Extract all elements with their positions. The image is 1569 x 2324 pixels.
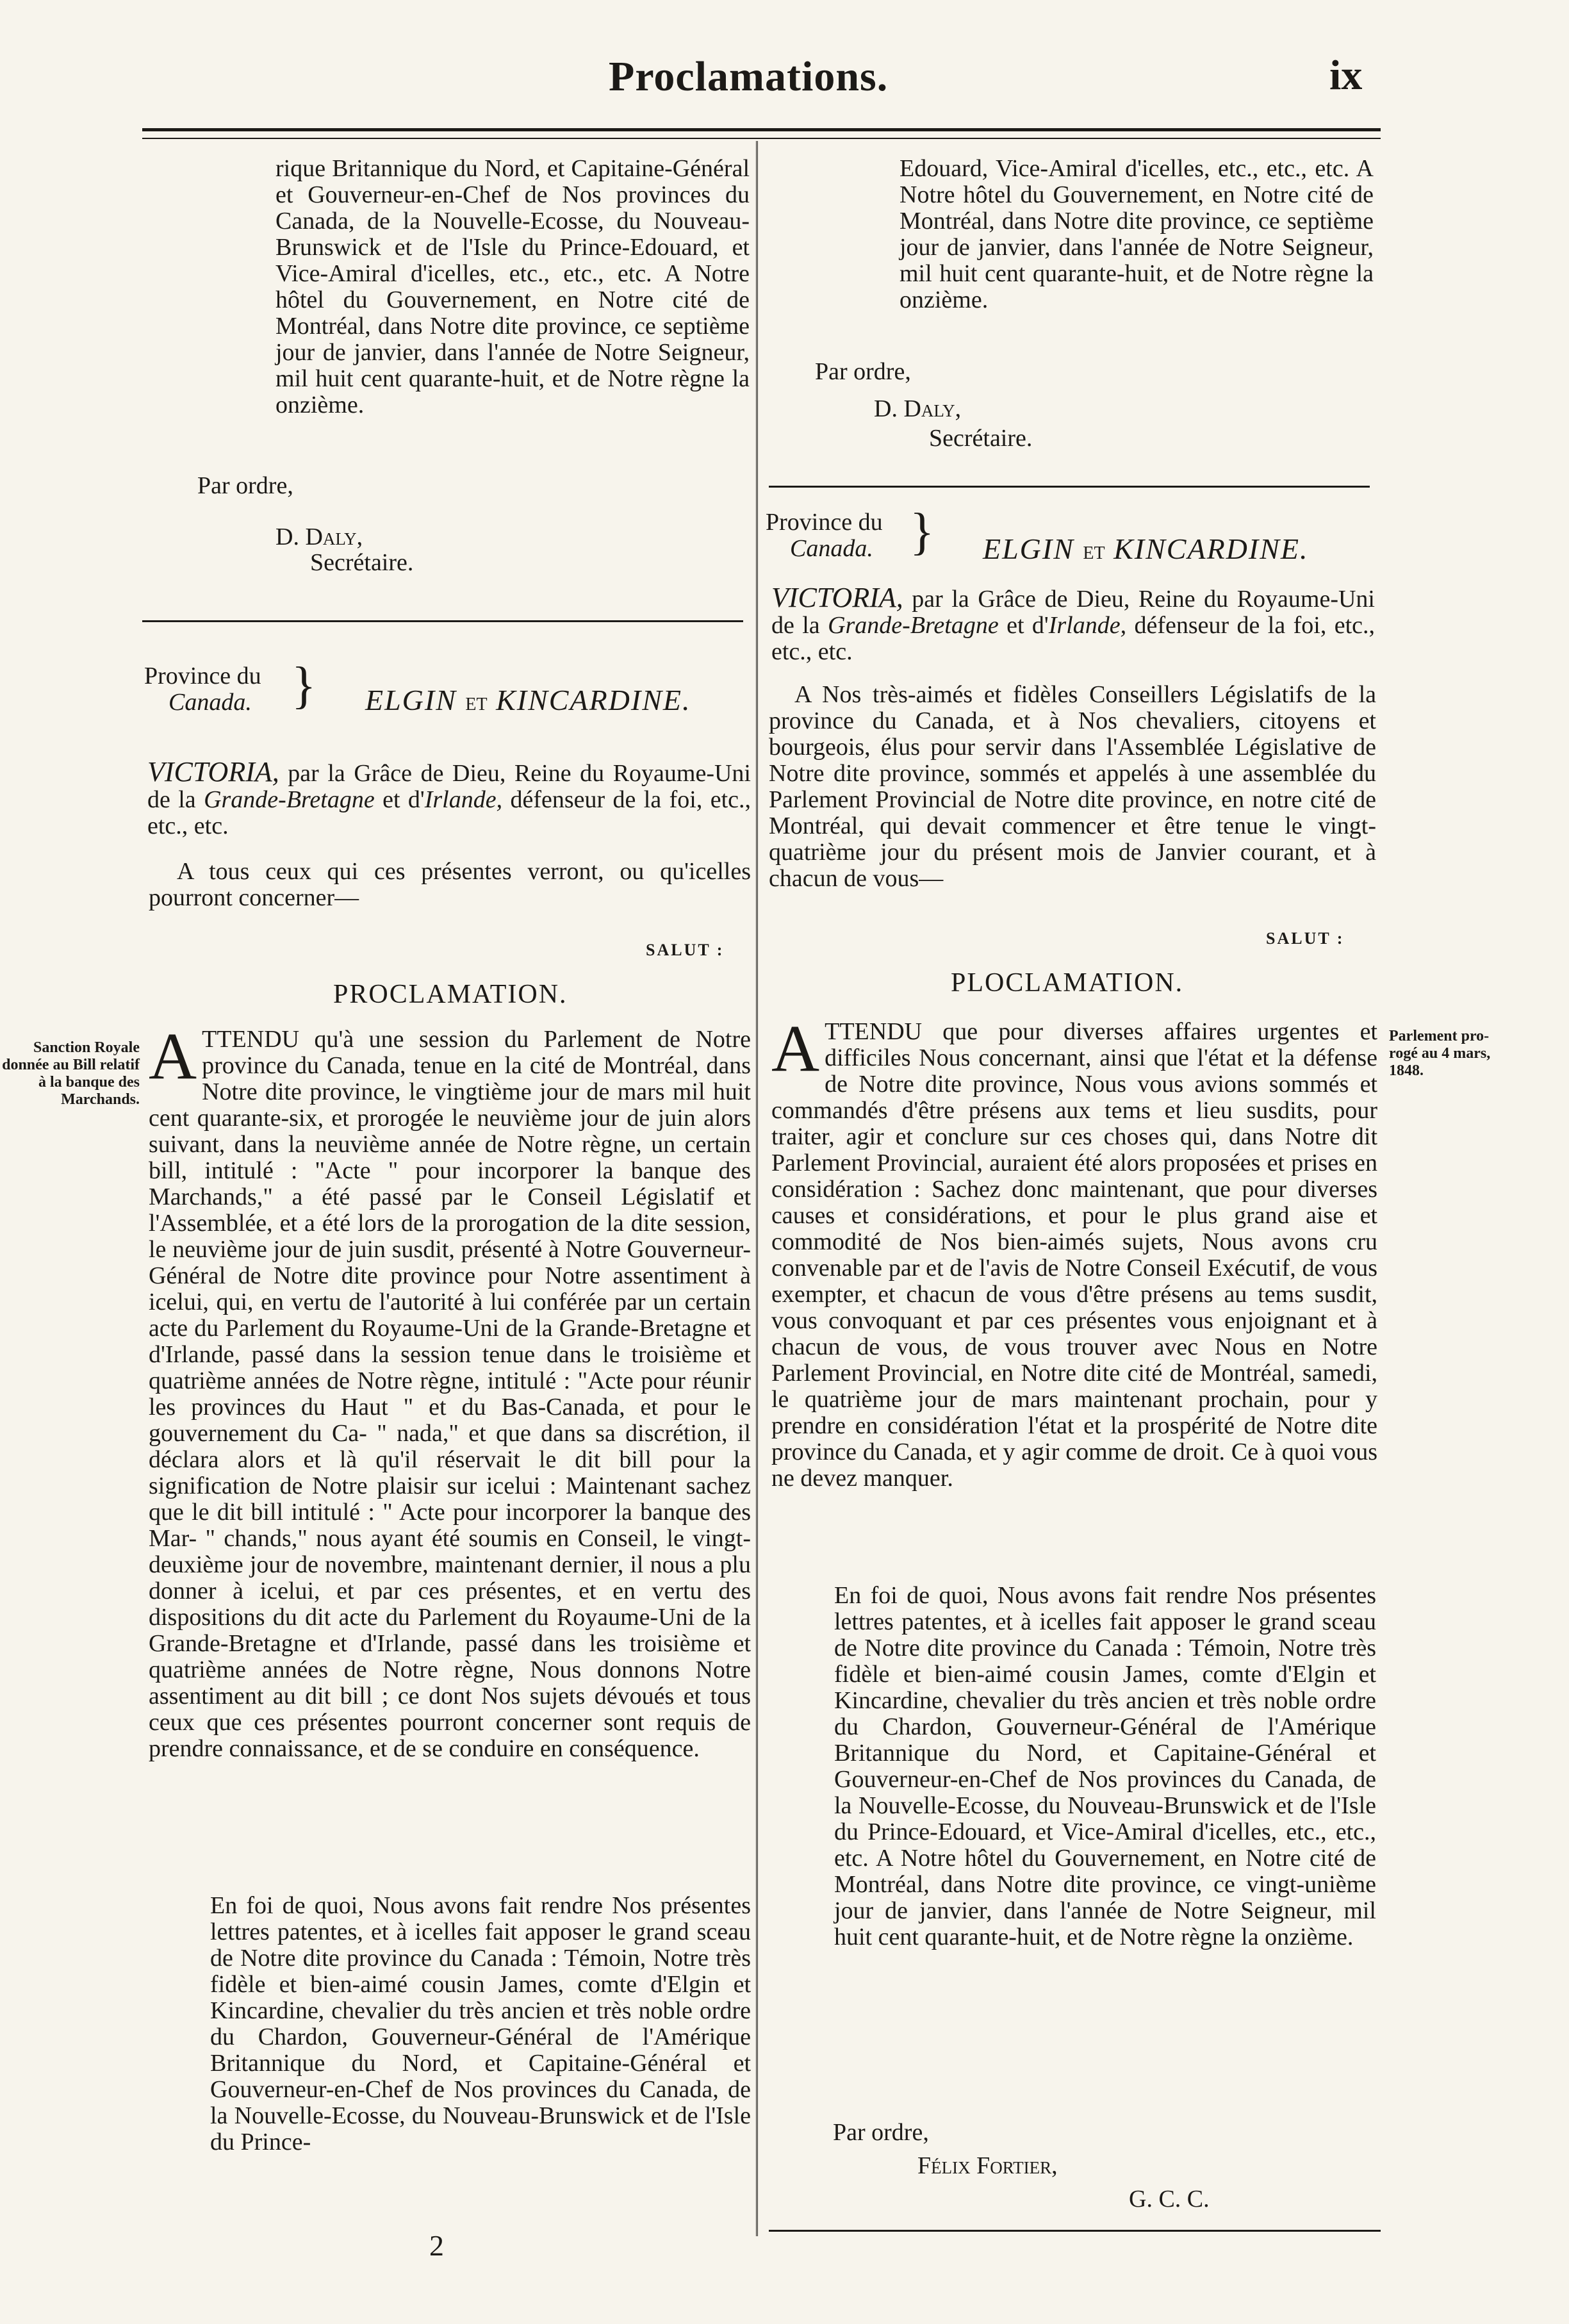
- right-sovereign-2: KINCARDINE.: [1113, 532, 1309, 565]
- left-province-label: [144, 663, 311, 716]
- left-victoria-name: VICTORIA,: [147, 756, 279, 787]
- right-drop-cap: A: [771, 1012, 820, 1085]
- right-margin-note: [1389, 1028, 1569, 1080]
- left-drop-cap: A: [149, 1019, 197, 1093]
- left-brace: }: [292, 657, 316, 714]
- right-par-ordre: Par ordre,: [815, 358, 911, 385]
- left-province-line1: Province du: [144, 663, 261, 689]
- right-proclamation-heading: PLOCLAMATION.: [951, 968, 1184, 998]
- left-salut: SALUT :: [646, 941, 725, 959]
- right-par-ordre-2: Par ordre,: [833, 2119, 929, 2146]
- column-divider: [756, 141, 758, 2236]
- right-attendu-body: TTENDU que pour diverses affaires urgentes et difficiles Nous concernant, ainsi que l'état et la défense de Notre dite province, Nous vous avions sommés et commandés d'être présens aux tems et lieu susdits, pour traiter, agir et conclure sur ces choses qui, dans Notre dit Parlement Provincial, auraient été alors proposées et prises en considération : Sachez donc maintenant, que pour diverses causes et considérations, et pour le plus grand aise et commodité de Nos bien-aimés sujets, Nous avons cru convenable par et de l'avis de Notre Conseil Exécutif, de vous exempter, et chacun de vous d'être présens au tems susdit, vous convoquant et par ces présentes vous enjoignant et à chacun de vous, de vous trouver avec Nous en Notre Parlement Provincial, en Notre dite cité de Montréal, samedi, le quatrième jour de mars maintenant prochain, pour y prendre en considération l'état et la prospérité de Notre dite province du Canada, et y agir comme de droit. Ce à quoi vous ne devez manquer.: [771, 1018, 1377, 1492]
- right-province-label: [766, 509, 932, 562]
- left-province-line2: Canada.: [168, 689, 252, 716]
- right-bottom-rule: [769, 2230, 1381, 2232]
- header-rule: [142, 128, 1381, 139]
- right-continuation-text: Edouard, Vice-Amiral d'icelles, etc., etc., etc. A Notre hôtel du Gouvernement, en Notre cité de Montréal, dans Notre dite province, ce septième jour de janvier, dans l'année de Notre Seigneur, mil huit cent quarante-huit, et de Notre règne la onzième.: [900, 155, 1374, 313]
- running-title: Proclamations.: [609, 53, 889, 100]
- left-section-rule: [142, 620, 743, 622]
- right-margin-note-c: 1848.: [1389, 1062, 1424, 1079]
- right-sovereign-et: ET: [1083, 543, 1105, 563]
- left-victoria-gb: Grande-Bretagne: [204, 786, 375, 813]
- left-victoria-ir: Irlande,: [424, 786, 503, 813]
- left-sovereign-1: ELGIN: [365, 684, 457, 716]
- right-province-line1: Province du: [766, 509, 883, 536]
- left-margin-note: Sanction Royale donnée au Bill relatif à la banque des Marchands.: [2, 1039, 140, 1108]
- right-victoria-gb: Grande-Bretagne: [828, 612, 999, 639]
- left-attendu-paragraph: [149, 1019, 751, 1762]
- left-par-ordre: Par ordre,: [197, 472, 293, 499]
- right-signer: D. Daly,: [874, 395, 962, 422]
- left-victoria-rest-a: par la Grâce de Dieu, Reine du Royaume-Uni de la: [147, 760, 751, 813]
- left-signer-title: Secrétaire.: [310, 549, 414, 576]
- left-sovereign-2: KINCARDINE.: [496, 684, 691, 716]
- right-attendu-paragraph: [771, 1012, 1377, 1492]
- right-signer-title: Secrétaire.: [929, 425, 1033, 452]
- right-victoria-rest-b: et d': [998, 612, 1049, 639]
- page-number: ix: [1329, 52, 1363, 99]
- left-sovereign-et: ET: [465, 695, 488, 714]
- left-continuation-text: rique Britannique du Nord, et Capitaine-Général et Gouverneur-en-Chef de Nos provinces du Canada, de la Nouvelle-Ecosse, du Nouveau-Brunswick et de l'Isle du Prince-Edouard, et Vice-Amiral d'icelles, etc., etc., etc. A Notre hôtel du Gouvernement, en Notre cité de Montréal, dans Notre dite province, ce septième jour de janvier, dans l'année de Notre Seigneur, mil huit cent quarante-huit, et de Notre règne la onzième.: [275, 155, 750, 418]
- right-victoria-name: VICTORIA,: [771, 582, 903, 613]
- left-victoria-rest-c: défenseur de la foi, etc., etc., etc.: [147, 786, 751, 839]
- right-address: A Nos très-aimés et fidèles Conseillers Législatifs de la province du Canada, et à Nos chevaliers, citoyens et bourgeois, élus pour servir dans l'Assemblée Législative de Notre dite province, sommés et appelés à une assemblée du Parlement Provincial de Notre dite province, en notre cité de Montréal, qui devait commencer et être tenue le vingt-quatrième jour du présent mois de Janvier courant, et à chacun de vous—: [769, 681, 1376, 892]
- right-victoria-rest-c: défenseur de la foi, etc., etc., etc.: [771, 612, 1375, 665]
- left-en-foi: En foi de quoi, Nous avons fait rendre Nos présentes lettres patentes, et à icelles fait apposer le grand sceau de Notre dite province du Canada : Témoin, Notre très fidèle et bien-aimé cousin James, comte d'Elgin et Kincardine, chevalier du très ancien et très noble ordre du Chardon, Gouverneur-Général de l'Amérique Britannique du Nord, et Capitaine-Général et Gouverneur-en-Chef de Nos provinces du Canada, de la Nouvelle-Ecosse, du Nouveau-Brunswick et de l'Isle du Prince-: [210, 1892, 751, 2155]
- left-address: A tous ceux qui ces présentes verront, ou qu'icelles pourront concerner—: [149, 858, 751, 911]
- right-sovereigns-heading: [983, 532, 1309, 566]
- left-attendu-body: TTENDU qu'à une session du Parlement de Notre province du Canada, tenue en la cité de Montréal, dans Notre dite province, le vingtième jour de mars mil huit cent quarante-six, et prorogée le neuvième jour de juin alors suivant, dans la neuvième année de Notre règne, un certain bill, intitulé : "Acte " pour incorporer la banque des Marchands," a été passé par le Conseil Législatif et l'Assemblée, et a été lors de la prorogation de la dite session, le neuvième jour de juin susdit, présenté à Notre Gouverneur-Général de Notre dite province pour Notre assentiment à icelui, qui, en vertu de l'autorité à lui conférée par un certain acte du Parlement du Royaume-Uni de la Grande-Bretagne et d'Irlande, passé dans la session tenue dans le troisième et quatrième années de Notre règne, intitulé : "Acte pour réunir les provinces du Haut " et du Bas-Canada, et pour le gouvernement du Ca- " nada," et que dans sa discrétion, il déclara alors et là qu'il réservait le dit bill pour la signification de Notre plaisir sur icelui : Maintenant sachez que le dit bill intitulé : " Acte pour incorporer la banque des Mar- " chands," nous ayant été soumis en Conseil, le vingt-deuxième jour de novembre, maintenant dernier, il nous a plu donner à icelui, et par ces présentes, et en vertu des dispositions du dit acte du Parlement du Royaume-Uni de la Grande-Bretagne et d'Irlande, passé dans les troisième et quatrième années de Notre règne, Nous donnons Notre assentiment au dit bill ; ce dont Nos sujets dévoués et tous ceux que ces présentes pourront concerner sont requis de prendre connaissance, et de se conduire en conséquence.: [149, 1026, 751, 1762]
- right-margin-note-b: rogé au 4 mars,: [1389, 1045, 1491, 1062]
- right-sovereign-1: ELGIN: [983, 532, 1074, 565]
- signature-mark: 2: [429, 2229, 444, 2262]
- right-margin-note-a: Parlement pro-: [1389, 1028, 1490, 1044]
- left-victoria-rest-b: et d': [374, 786, 425, 813]
- right-signer-2: Félix Fortier,: [917, 2152, 1058, 2179]
- right-brace: }: [910, 504, 935, 560]
- right-section-rule: [769, 486, 1370, 488]
- left-signer: D. Daly,: [275, 523, 363, 550]
- right-salut: SALUT :: [1266, 929, 1345, 948]
- right-province-line2: Canada.: [790, 535, 873, 562]
- right-signer-2-title: G. C. C.: [1129, 2186, 1210, 2213]
- right-victoria-titles: [771, 584, 1375, 665]
- left-proclamation-heading: PROCLAMATION.: [333, 980, 568, 1009]
- right-victoria-ir: Irlande,: [1048, 612, 1127, 639]
- left-victoria-titles: [147, 756, 751, 839]
- left-sovereigns-heading: [365, 683, 691, 717]
- right-victoria-rest-a: par la Grâce de Dieu, Reine du Royaume-Uni de la: [771, 586, 1375, 639]
- right-en-foi: En foi de quoi, Nous avons fait rendre Nos présentes lettres patentes, et à icelles fait apposer le grand sceau de Notre dite province du Canada : Témoin, Notre très fidèle et bien-aimé cousin James, comte d'Elgin et Kincardine, chevalier du très ancien et très noble ordre du Chardon, Gouverneur-Général de l'Amérique Britannique du Nord, et Capitaine-Général et Gouverneur-en-Chef de Nos provinces du Canada, de la Nouvelle-Ecosse, du Nouveau-Brunswick et de l'Isle du Prince-Edouard, et Vice-Amiral d'icelles, etc., etc., etc. A Notre hôtel du Gouvernement, en Notre cité de Montréal, dans Notre dite province, ce vingt-unième jour de janvier, dans l'année de Notre Seigneur, mil huit cent quarante-huit, et de Notre règne la onzième.: [834, 1582, 1376, 1950]
